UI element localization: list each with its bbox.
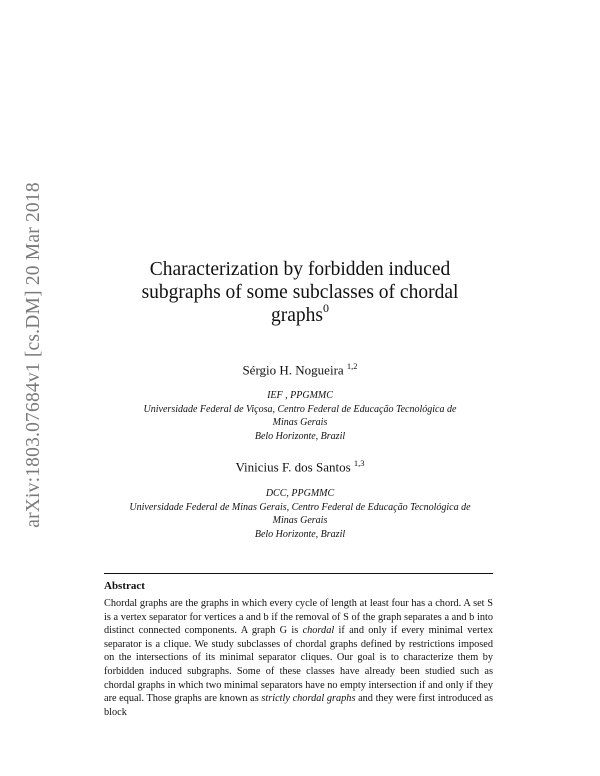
author-name-text: Vinicius F. dos Santos — [235, 459, 351, 475]
abstract-text: if and only if every minimal vertex separator is a clique. We study subclasses of chordal graphs defined by restrictions imposed on the intersections of its minimal separator cliques. Our goal is to characterize them by forbidden induced subgraphs. Some of these classes have already been studied such as chordal graphs in which two minimal separators have no empty intersection if and only if they are equal. Those graphs are known as — [104, 625, 493, 705]
affiliation-line: Universidade Federal de Viçosa, Centro Federal de Educação Tecnológica de — [143, 403, 457, 415]
affiliation-line: Minas Gerais — [272, 417, 328, 428]
author-name — [100, 361, 500, 378]
abstract-text: and they were first introduced as block — [104, 693, 493, 718]
abstract-emphasis: chordal — [302, 625, 335, 637]
paper-title — [100, 258, 500, 327]
affiliation-line: Belo Horizonte, Brazil — [254, 528, 346, 540]
abstract-emphasis: strictly chordal graphs — [261, 693, 356, 705]
author-affiliation-marks: 1,2 — [346, 361, 358, 371]
author-name — [100, 458, 500, 475]
title-line: subgraphs of some subclasses of chordal — [141, 282, 459, 303]
abstract-body — [104, 597, 493, 719]
abstract-text: Chordal graphs are the graphs in which every cycle of length at least four has a chord. A set S is a vertex separator for vertices a and b if the removal of S of the graph separates a and b into distinct connected components. A graph G is — [104, 598, 493, 637]
author-name-text: Sérgio H. Nogueira — [242, 362, 344, 378]
affiliation-line: IEF , PPGMMC — [267, 390, 333, 401]
title-footnote-mark: 0 — [323, 300, 329, 315]
author-affiliation — [100, 389, 500, 443]
title-line: Characterization by forbidden induced — [149, 259, 451, 280]
author-affiliation-marks: 1,3 — [353, 458, 365, 468]
author-affiliation — [100, 487, 500, 541]
affiliation-line: DCC, PPGMMC — [265, 488, 335, 499]
affiliation-line: Belo Horizonte, Brazil — [254, 430, 346, 442]
abstract-top-rule — [104, 573, 493, 574]
title-line-text: graphs — [271, 305, 323, 326]
abstract-heading: Abstract — [104, 580, 145, 592]
arxiv-identifier: arXiv:1803.07684v1 [cs.DM] 20 Mar 2018 — [23, 182, 44, 528]
affiliation-line: Universidade Federal de Minas Gerais, Centro Federal de Educação Tecnológica de — [129, 501, 471, 513]
affiliation-line: Minas Gerais — [272, 515, 328, 526]
title-line — [100, 300, 500, 327]
